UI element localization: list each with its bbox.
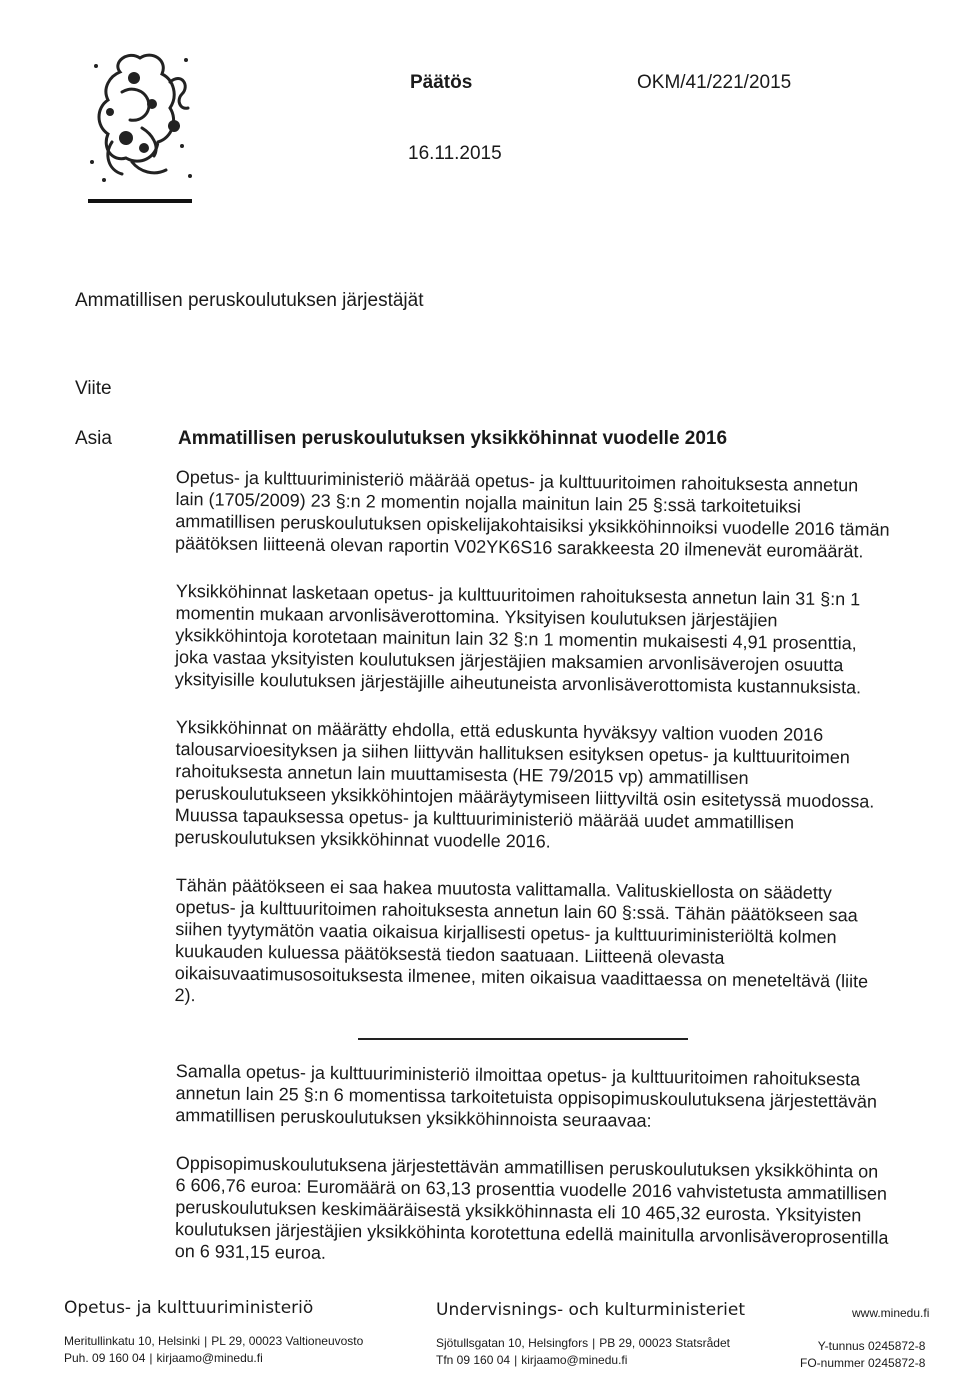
sv-street: Sjötullsgatan 10, Helsingfors — [436, 1336, 589, 1350]
footer-org-sv: Undervisnings- och kulturministeriet — [436, 1300, 746, 1320]
label-viite: Viite — [75, 378, 112, 399]
sv-phone: Tfn 09 160 04 — [436, 1353, 511, 1367]
fi-street: Meritullinkatu 10, Helsinki — [64, 1334, 201, 1348]
sv-po: PB 29, 00023 Statsrådet — [599, 1336, 730, 1350]
crest-underline — [88, 199, 192, 203]
paragraph: Yksikköhinnat on määrätty ehdolla, että eduskunta hyväksyy valtion vuoden 2016 talousarvioesityksen ja siihen liittyvän hallituksen esityksen opetus- ja kulttuuritoimen rahoituksesta annetun lain muuttamisesta (HE 79/2015 vp) ammatillisen peruskoulutukseen yksikköhintojen määräytymiseen liittyviltä osin esitetyssä muodossa. Muussa tapauksessa opetus- ja kulttuuriministeriö määrää uudet ammatillisen peruskoulutuksen yksikköhinnat vuodelle 2016. — [174, 716, 875, 852]
recipient: Ammatillisen peruskoulutuksen järjestäjät — [75, 290, 424, 311]
coat-of-arms-icon — [82, 42, 200, 190]
paragraph: Yksikköhinnat lasketaan opetus- ja kulttuuritoimen rahoituksesta annetun lain 31 §:n 1 momentin mukaan arvonlisäverottomina. Yksityisen koulutuksen järjestäjien yksikköhintoja korotetaan mainitun lain 32 §:n 1 momentin mukaisesti 4,91 prosenttia, joka vastaa yksityisten koulutuksen järjestäjien maksamien arvonlisäverojen osuutta yksityisille koulutuksen järjestäjille aiheutuneista arvonlisäverottomista kustannuksista. — [174, 580, 862, 698]
paragraph: Oppisopimuskoulutuksena järjestettävän ammatillisen peruskoulutuksen yksikköhinta on 6 606,76 euroa: Euromäärä on 63,13 prosenttia vuodelle 2016 vahvistetusta ammatillisen peruskoulutuksen keskimääräisestä yksikköhinnasta eli 10 465,32 eurosta. Yksityisten koulutuksen järjestäjien yksikköhinta korotettuna edellä mainitulla arvonlisäveroprosentilla on 6 931,15 euroa. — [174, 1152, 889, 1263]
footer-website: www.minedu.fi — [852, 1306, 930, 1320]
label-asia: Asia — [75, 428, 112, 449]
paragraph: Opetus- ja kulttuuriministeriö määrää opetus- ja kulttuuritoimen rahoituksesta annetun lain (1705/2009) 23 §:n 2 momentin nojalla mainitun lain 25 §:ssä tarkoitetuiksi ammatillisen peruskoulutuksen opiskelijakohtaisiksi yksikköhinnoiksi vuodelle 2016 tämän päätöksen liitteenä olevan raportin V02YK6S16 sarakkeesta 20 ilmenevät euromäärät. — [174, 466, 890, 562]
body-section-1 — [176, 466, 891, 1032]
document-type: Päätös — [410, 72, 473, 93]
footer-business-ids — [800, 1338, 925, 1372]
fi-po: PL 29, 00023 Valtioneuvosto — [211, 1334, 364, 1348]
footer-address-sv: Sjötullsgatan 10, Helsingfors | PB 29, 00023 Statsrådet Tfn 09 160 04 | kirjaamo@minedu.fi — [436, 1336, 730, 1367]
sv-email: kirjaamo@minedu.fi — [521, 1353, 628, 1367]
fo-nummer: FO-nummer 0245872-8 — [800, 1356, 926, 1370]
fi-phone: Puh. 09 160 04 — [64, 1351, 146, 1365]
fi-email: kirjaamo@minedu.fi — [156, 1351, 263, 1365]
document-reference: OKM/41/221/2015 — [637, 72, 792, 93]
paragraph: Samalla opetus- ja kulttuuriministeriö ilmoittaa opetus- ja kulttuuritoimen rahoituksesta annetun lain 25 §:n 6 momentissa tarkoitetuista oppisopimuskoulutuksena järjestettävän ammatillisen peruskoulutuksen yksikköhinnoista seuraavaa: — [175, 1060, 878, 1131]
document-date: 16.11.2015 — [408, 143, 502, 164]
body-section-2 — [176, 1060, 891, 1288]
subject-title: Ammatillisen peruskoulutuksen yksikköhinnat vuodelle 2016 — [178, 428, 728, 449]
footer-address-fi: Meritullinkatu 10, Helsinki | PL 29, 00023 Valtioneuvosto Puh. 09 160 04 | kirjaamo@minedu.fi — [64, 1334, 364, 1365]
footer-org-fi: Opetus- ja kulttuuriministeriö — [64, 1298, 314, 1318]
y-tunnus: Y-tunnus 0245872-8 — [817, 1339, 926, 1353]
paragraph: Tähän päätökseen ei saa hakea muutosta valittamalla. Valituskiellosta on säädetty opetus- ja kulttuuritoimen rahoituksesta annetun lain 60 §:ssä. Tähän päätökseen saa siihen tyytymätön vaatia oikaisua kirjallisesti opetus- ja kulttuuriministeriöltä kolmen kuukauden kuluessa päätöksestä tiedon saatuaan. Liitteenä olevasta oikaisuvaatimusosoituksesta ilmenee, miten oikaisua vaadittaessa on meneteltävä (liite 2). — [174, 874, 869, 1006]
section-divider — [358, 1038, 688, 1040]
